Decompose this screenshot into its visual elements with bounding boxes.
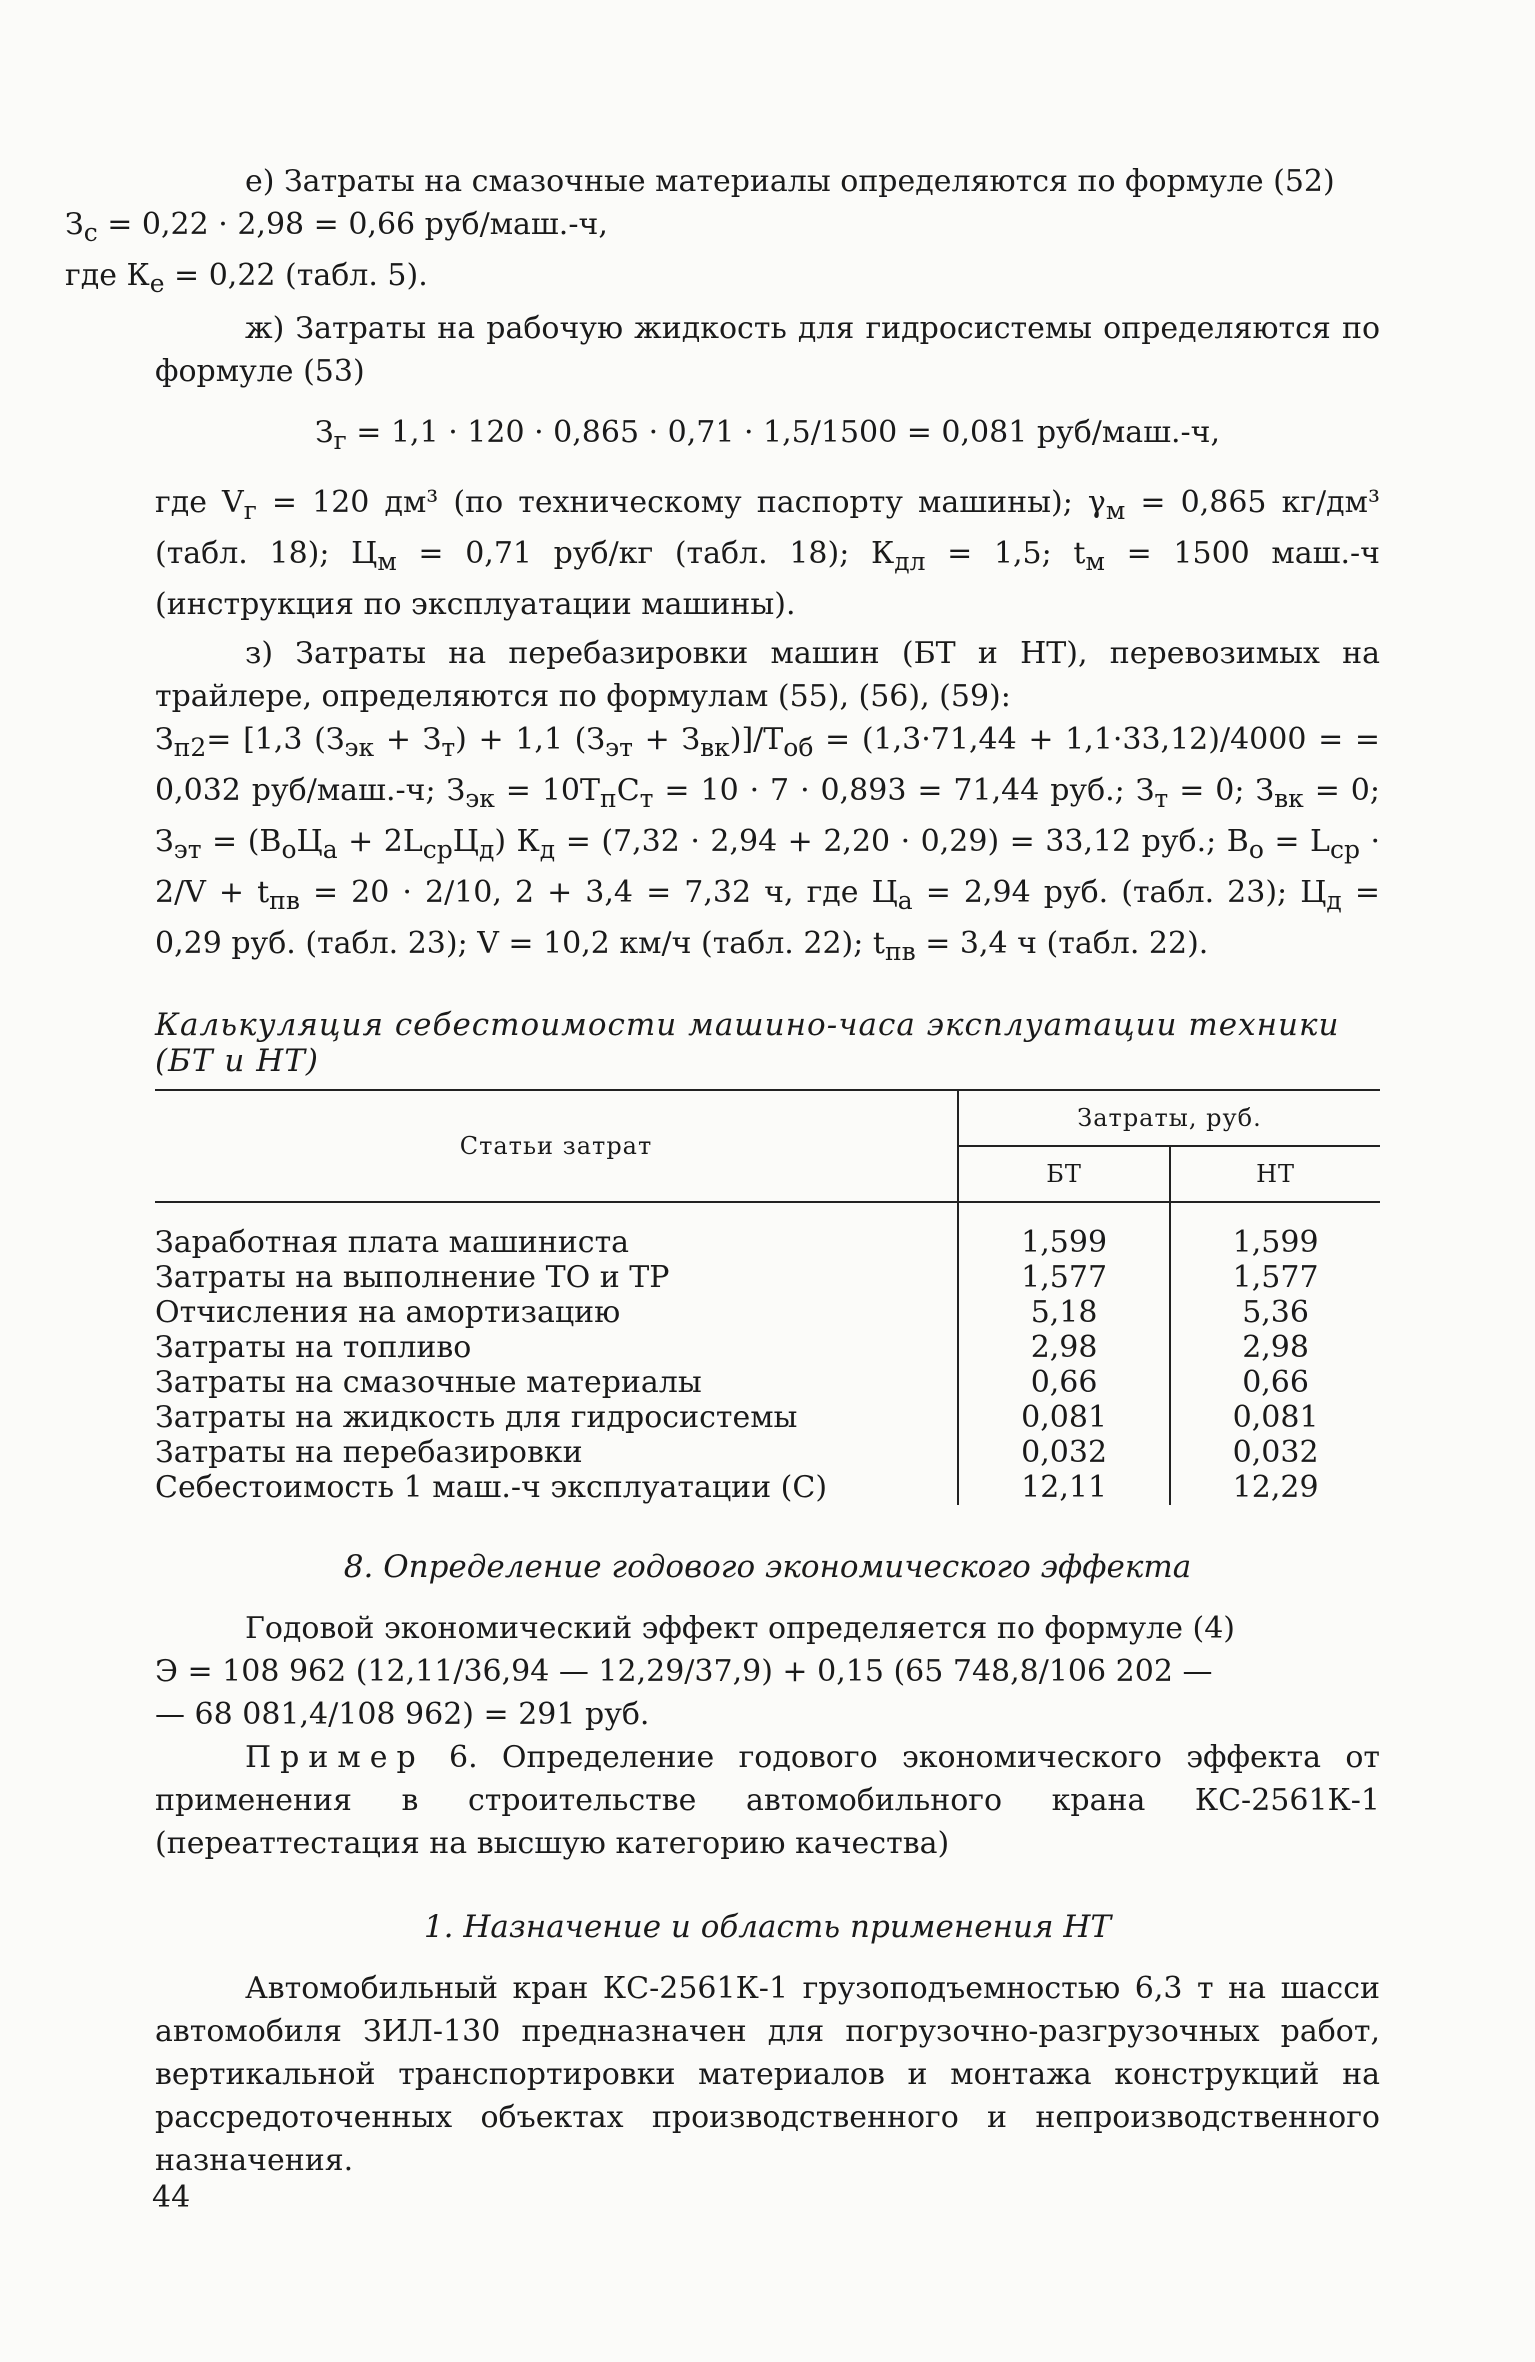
table-row: Затраты на смазочные материалы 0,66 0,66	[155, 1365, 1309, 1400]
section-8-title: 8. Определение годового экономического эффекта	[343, 1549, 1192, 1585]
header-items: Статьи затрат	[155, 1090, 958, 1202]
table-row: Себестоимость 1 маш.-ч эксплуатации (С) 12,11 12,29	[155, 1470, 1319, 1505]
formula-zp2: $З_{п2}= [1,3$ $(З_{эк} + З_т) + 1,1$ $(З_{эт} + З_{вк})]/Т_{об} = (1,3\cdot 71,44 + 1,1\cdot 33,12)/4000$ = = 0,032 руб/маш.-ч; $З_{эк} = 10Т_пС_т = 10 \cdot 7 \cdot 0,893 = 71,44$ руб.; $З_т = 0$; $З_{вк} = 0$; $З_{эт} = (В_оЦ_а + 2L_{ср}Ц_д) К_д = (7,32 \cdot 2,94 + 2,20 \cdot 0,29) = 33,12$ руб.; $В_о = L_{ср} \cdot 2/V + t_{пв} = 20 \cdot 2/10$, 2 + 3,4 = 7,32 ч, где $Ц_а = 2,94$ руб. (табл. 23); $Ц_д = 0,29$ руб. (табл. 23); V = 10,2 км/ч (табл. 22); $t_{пв} = 3,4$ ч (табл. 22).	[155, 722, 1381, 966]
section-8-p1: Годовой экономический эффект определяется по формуле (4)	[245, 1611, 1236, 1646]
paragraph-zh: ж) Затраты на рабочую жидкость для гидросистемы определяются по формуле (53)	[155, 311, 1380, 389]
header-bt: БТ	[958, 1146, 1170, 1202]
cost-table	[155, 1089, 1380, 1505]
header-nt: НТ	[1170, 1146, 1380, 1202]
table-row: Затраты на выполнение ТО и ТР 1,577 1,577	[155, 1260, 1319, 1295]
where-ke: где $К_е = 0,22$ (табл. 5).	[65, 258, 428, 298]
formula-zg: $З_г = 1,1 \cdot 120 \cdot 0,865 \cdot 0,71 \cdot 1,5/1500 = 0,081$ руб/маш.-ч,	[314, 415, 1221, 455]
table-row: Отчисления на амортизацию 5,18 5,36	[155, 1295, 1309, 1330]
section-8-formula: Э = 108 962 (12,11/36,94 — 12,29/37,9) + 0,15 (65 748,8/106 202 —	[155, 1654, 1213, 1689]
paragraph-e: е) Затраты на смазочные материалы определяются по формуле (52) $З_с = 0,22 \cdot 2,98 = 0,66$ руб/маш.-ч, где $К_е = 0,22$ (табл. 5).	[65, 164, 1335, 298]
table-row: Заработная плата машиниста 1,599 1,599	[155, 1202, 1380, 1260]
example-paragraph: Пример 6. Определение годового экономического эффекта от применения в строительстве автомобильного крана КС-2561К-1 (переаттестация на высшую категорию качества)	[155, 1740, 1380, 1861]
formula-zc: $З_с = 0,22 \cdot 2,98 = 0,66$ руб/маш.-ч,	[65, 207, 608, 247]
section-1-p1: Автомобильный кран КС-2561К-1 грузоподъемностью 6,3 т на шасси автомобиля ЗИЛ-130 предназначен для погрузочно-разгрузочных работ, вертикальной транспортировки материалов и монтажа конструкций на рассредоточенных объектах производственного и непроизводственного назначения.	[155, 1971, 1380, 2178]
section-8-formula-cont: — 68 081,4/108 962) = 291 руб.	[155, 1697, 650, 1732]
section-1-title: 1. Назначение и область применения НТ	[423, 1909, 1112, 1945]
paragraph-z: з) Затраты на перебазировки машин (БТ и НТ), перевозимых на трайлере, определяются по формулам (55), (56), (59):	[155, 636, 1380, 714]
table-row: Затраты на топливо 2,98 2,98	[155, 1330, 1309, 1365]
page-number: 44	[152, 2180, 191, 2215]
table-caption: Калькуляция себестоимости машино-часа эксплуатации техники (БТ и НТ)	[155, 1007, 1340, 1079]
document-page	[65, 160, 1381, 2182]
table-row: Затраты на перебазировки 0,032 0,032	[155, 1435, 1319, 1470]
paragraph-zh-where: где $V_г = 120$ дм³ (по техническому паспорту машины); $\gamma_м = 0,865$ кг/дм³ (табл. 18); $Ц_м = 0,71$ руб/кг (табл. 18); $К_{дл} = 1,5$; $t_м = 1500$ маш.-ч (инструкция по эксплуатации машины).	[155, 485, 1381, 622]
header-costs: Затраты, руб.	[958, 1090, 1380, 1146]
table-row: Затраты на жидкость для гидросистемы 0,081 0,081	[155, 1400, 1319, 1435]
